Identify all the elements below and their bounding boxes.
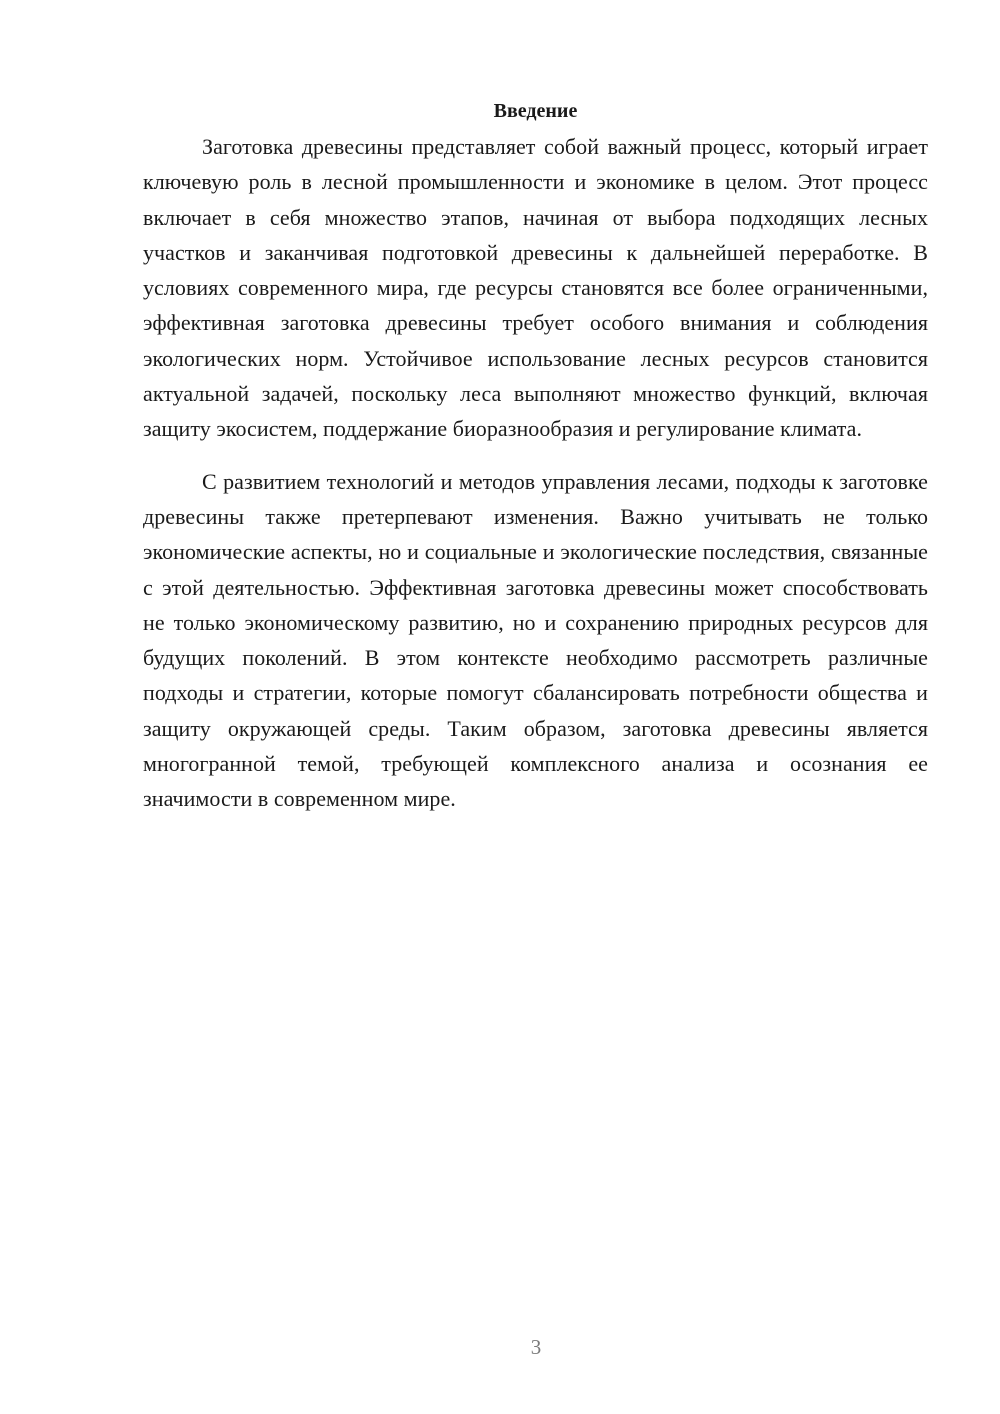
paragraph-1: Заготовка древесины представляет собой важный процесс, который играет ключевую роль в лесной промышленности и экономике в целом. Этот процесс включает в себя множество этапов, начиная от выбора подходящих лесных участков и заканчивая подготовкой древесины к дальнейшей переработке. В условиях современного мира, где ресурсы становятся все более ограниченными, эффективная заготовка древесины требует особого внимания и соблюдения экологических норм. Устойчивое использование лесных ресурсов становится актуальной задачей, поскольку леса выполняют множество функций, включая защиту экосистем, поддержание биоразнообразия и регулирование климата. xyxy=(143,134,928,442)
page-number: 3 xyxy=(530,1335,542,1359)
page-content xyxy=(143,96,928,817)
section-heading: Введение xyxy=(493,100,578,122)
paragraph-2: С развитием технологий и методов управления лесами, подходы к заготовке древесины также претерпевают изменения. Важно учитывать не только экономические аспекты, но и социальные и экологические последствия, связанные с этой деятельностью. Эффективная заготовка древесины может способствовать не только экономическому развитию, но и сохранению природных ресурсов для будущих поколений. В этом контексте необходимо рассмотреть различные подходы и стратегии, которые помогут сбалансировать потребности общества и защиту окружающей среды. Таким образом, заготовка древесины является многогранной темой, требующей комплексного анализа и осознания ее значимости в современном мире. xyxy=(143,468,928,812)
